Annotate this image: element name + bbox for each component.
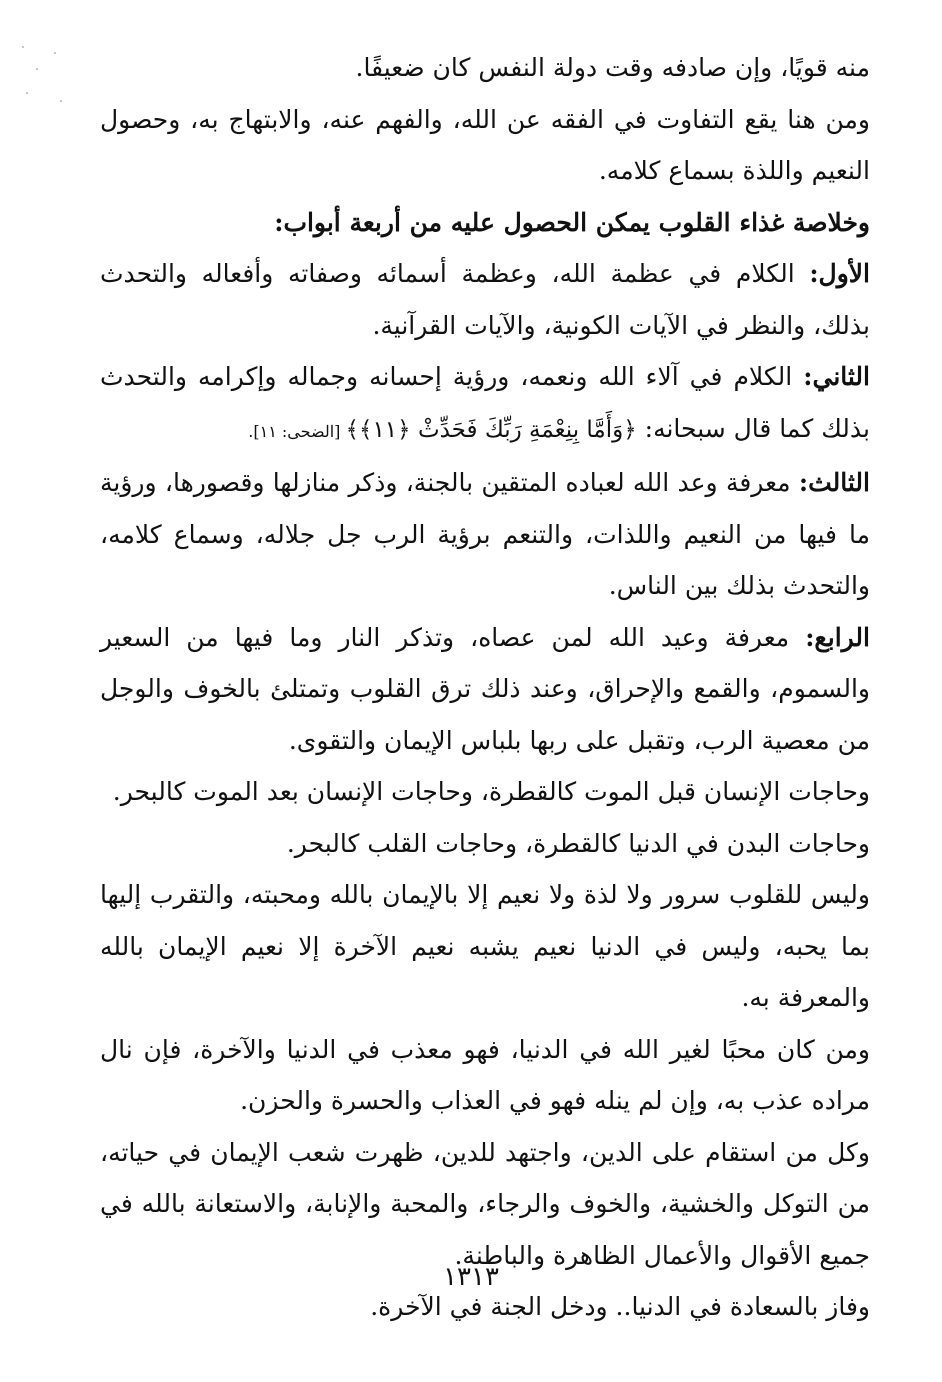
paragraph-text: ومن هنا يقع التفاوت في الفقه عن الله، والفهم عنه، والابتهاج به، وحصول النعيم واللذة بسماع كلامه. bbox=[100, 104, 870, 185]
paragraph-text: معرفة وعيد الله لمن عصاه، وتذكر النار وما فيها من السعير والسموم، والقمع والإحراق، وعند ذلك ترق القلوب وتمتلئ بالخوف والوجل من معصية الرب، وتقبل على ربها بلباس الإيمان والتقوى. bbox=[100, 622, 870, 755]
paragraph bbox=[100, 869, 870, 1024]
paragraph-text: وحاجات البدن في الدنيا كالقطرة، وحاجات القلب كالبحر. bbox=[286, 828, 870, 858]
paragraph-fourth-door bbox=[100, 612, 870, 767]
paragraph-text: وكل من استقام على الدين، واجتهد للدين، ظهرت شعب الإيمان في حياته، من التوكل والخشية، والخوف والرجاء، والمحبة والإنابة، والاستعانة بالله في جميع الأقوال والأعمال الظاهرة والباطنة. bbox=[100, 1137, 870, 1270]
paragraph bbox=[100, 818, 870, 870]
paragraph-text: وحاجات الإنسان قبل الموت كالقطرة، وحاجات الإنسان بعد الموت كالبحر. bbox=[112, 777, 870, 806]
paragraph-text: منه قويًا، وإن صادفه وقت دولة النفس كان ضعيفًا. bbox=[355, 53, 870, 82]
section-heading bbox=[100, 197, 870, 249]
paragraph bbox=[100, 1127, 870, 1282]
paragraph-first-door bbox=[100, 248, 870, 351]
paragraph-lead: الأول: bbox=[809, 259, 870, 288]
page-number: ١٣١٣ bbox=[443, 1262, 499, 1292]
verse-citation: [الضحى: ١١]. bbox=[248, 421, 346, 441]
page-body bbox=[100, 42, 870, 1333]
paragraph-text: وليس للقلوب سرور ولا لذة ولا نعيم إلا بالإيمان بالله ومحبته، والتقرب إليها بما يحبه، وليس في الدنيا نعيم يشبه نعيم الآخرة إلا نعيم الإيمان بالله والمعرفة به. bbox=[100, 880, 870, 1012]
paragraph-second-door bbox=[100, 351, 870, 457]
paragraph-text: الكلام في عظمة الله، وعظمة أسمائه وصفاته وأفعاله والتحدث بذلك، والنظر في الآيات الكونية، والآيات القرآنية. bbox=[100, 259, 870, 340]
paragraph bbox=[100, 766, 870, 818]
paragraph bbox=[100, 94, 870, 197]
paragraph-lead: الثاني: bbox=[803, 362, 870, 391]
paragraph-text: معرفة وعد الله لعباده المتقين بالجنة، وذكر منازلها وقصورها، ورؤية ما فيها من النعيم واللذات، والتنعم برؤية الرب جل جلاله، وسماع كلامه، والتحدث بذلك بين الناس. bbox=[100, 468, 870, 600]
paragraph-lead: الثالث: bbox=[798, 468, 870, 497]
paragraph-lead: الرابع: bbox=[805, 622, 870, 652]
margin-specks bbox=[14, 40, 74, 120]
paragraph bbox=[100, 1024, 870, 1127]
quran-verse: ﴿وَأَمَّا بِنِعْمَةِ رَبِّكَ فَحَدِّثْ ﴿١١﴾﴾ bbox=[345, 416, 637, 443]
paragraph-third-door bbox=[100, 457, 870, 612]
paragraph-text: وفاز بالسعادة في الدنيا.. ودخل الجنة في الآخرة. bbox=[370, 1292, 870, 1321]
heading-text: وخلاصة غذاء القلوب يمكن الحصول عليه من أربعة أبواب: bbox=[274, 207, 870, 237]
paragraph-text: ومن كان محبًا لغير الله في الدنيا، فهو معذب في الدنيا والآخرة، فإن نال مراده عذب به، وإن لم ينله فهو في العذاب والحسرة والحزن. bbox=[100, 1034, 870, 1115]
paragraph bbox=[100, 42, 870, 94]
paragraph-text: الكلام في آلاء الله ونعمه، ورؤية إحسانه وجماله وإكرامه والتحدث بذلك كما قال سبحانه: bbox=[100, 362, 870, 443]
